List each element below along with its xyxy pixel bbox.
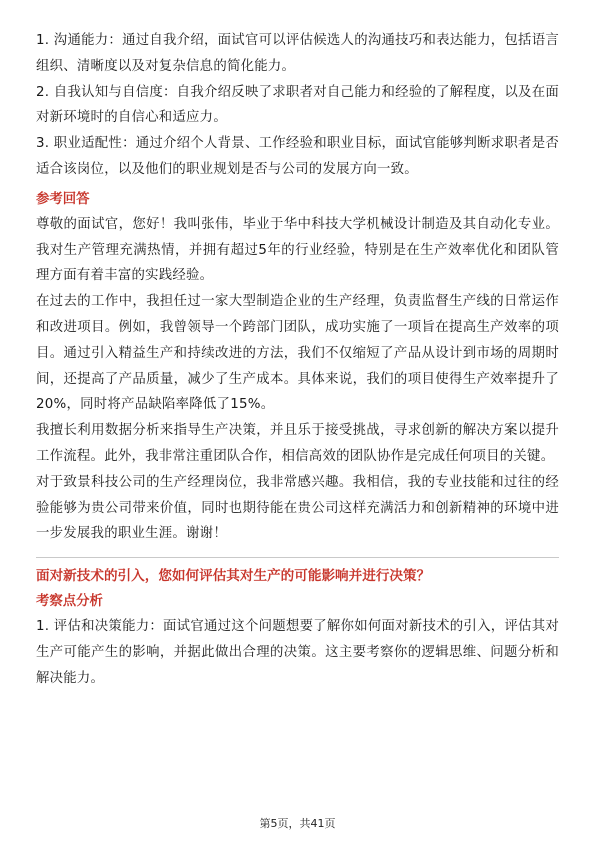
- answer-paragraph-2: 在过去的工作中，我担任过一家大型制造企业的生产经理，负责监督生产线的日常运作和改进项目。例如，我曾领导一个跨部门团队，成功实施了一项旨在提高生产效率的项目。通过引入精益生产和持续改进的方法，我们不仅缩短了产品从设计到市场的周期时间，还提高了产品质量，减少了生产成本。具体来说，我们的项目使得生产效率提升了20%，同时将产品缺陷率降低了15%。: [36, 294, 559, 413]
- page-number: 第5页，共41页: [259, 817, 336, 830]
- document-body: [36, 28, 559, 692]
- answer-paragraph-4: 对于致景科技公司的生产经理岗位，我非常感兴趣。我相信，我的专业技能和过往的经验能够为贵公司带来价值，同时也期待能在贵公司这样充满活力和创新精神的环境中进一步发展我的职业生涯。谢谢！: [36, 474, 559, 542]
- assessment-point-2: 2. 自我认知与自信度：自我介绍反映了求职者对自己能力和经验的了解程度，以及在面对新环境时的自信心和适应力。: [36, 84, 559, 126]
- interview-question: 面对新技术的引入，您如何评估其对生产的可能影响并进行决策？: [36, 568, 431, 585]
- answer-paragraph-3: 我擅长利用数据分析来指导生产决策，并且乐于接受挑战，寻求创新的解决方案以提升工作流程。此外，我非常注重团队合作，相信高效的团队协作是完成任何项目的关键。: [36, 423, 559, 464]
- answer-paragraph-1: 尊敬的面试官，您好！我叫张伟，毕业于华中科技大学机械设计制造及其自动化专业。我对生产管理充满热情，并拥有超过5年的行业经验，特别是在生产效率优化和团队管理方面有着丰富的实践经验。: [36, 216, 559, 284]
- reference-answer-heading: 参考回答: [36, 191, 90, 207]
- assessment-point-3: 3. 职业适配性：通过介绍个人背景、工作经验和职业目标，面试官能够判断求职者是否适合该岗位，以及他们的职业规划是否与公司的发展方向一致。: [36, 136, 559, 177]
- assessment-point-1: 1. 沟通能力：通过自我介绍，面试官可以评估候选人的沟通技巧和表达能力，包括语言组织、清晰度以及对复杂信息的简化能力。: [36, 33, 559, 74]
- section-divider: [36, 557, 559, 558]
- analysis-point-1: 1. 评估和决策能力：面试官通过这个问题想要了解你如何面对新技术的引入，评估其对生产可能产生的影响，并据此做出合理的决策。这主要考察你的逻辑思维、问题分析和解决能力。: [36, 619, 559, 686]
- analysis-heading: 考察点分析: [36, 594, 103, 610]
